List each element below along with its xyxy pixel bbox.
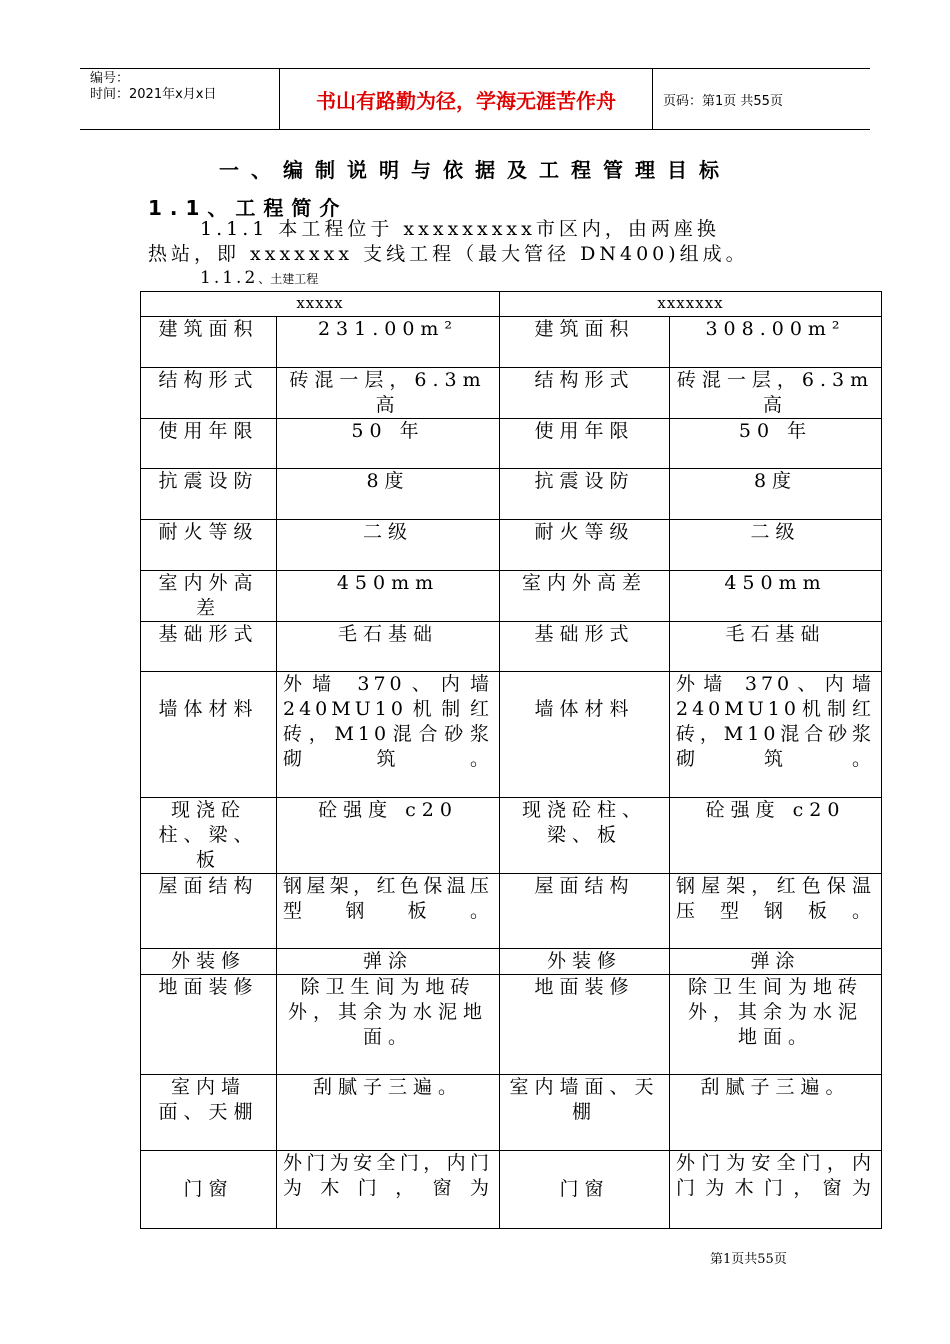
row-label: 结构形式 (141, 368, 277, 419)
row-label: 室内外高差 (141, 571, 277, 622)
row-value: 8度 (277, 469, 500, 520)
document-title: 一、编制说明与依据及工程管理目标 (219, 158, 731, 182)
row-label: 使用年限 (500, 419, 670, 469)
row-label: 门窗 (141, 1151, 277, 1229)
table-row (141, 798, 882, 874)
row-value: 外门为安全门，内门为木门，窗为 (670, 1151, 882, 1229)
row-label: 墙体材料 (141, 672, 277, 798)
row-value: 毛石基础 (670, 622, 882, 672)
row-label: 结构形式 (500, 368, 670, 419)
intro-line-2: 热站，即 xxxxxxx 支线工程（最大管径 DN400)组成。 (148, 243, 749, 265)
row-label: 现浇砼柱、梁、板 (500, 798, 670, 874)
row-value: 砖混一层，6.3m高 (277, 368, 500, 419)
row-label: 基础形式 (141, 622, 277, 672)
table-row (141, 1075, 882, 1151)
row-value: 砼强度 c20 (277, 798, 500, 874)
row-value: 弹涂 (277, 949, 500, 975)
row-label: 外装修 (500, 949, 670, 975)
row-label: 建筑面积 (500, 317, 670, 368)
row-value: 8度 (670, 469, 882, 520)
row-value: 二级 (670, 520, 882, 571)
row-value: 钢屋架，红色保温压型钢板。 (670, 874, 882, 949)
column-header: xxxxxxx (500, 292, 882, 317)
table-row (141, 622, 882, 672)
subsection-heading (200, 268, 318, 288)
intro-line-1: 1.1.1 本工程位于 xxxxxxxxx市区内，由两座换 (200, 218, 720, 240)
table-row (141, 419, 882, 469)
row-value: 除卫生间为地砖外，其余为水泥地面。 (670, 975, 882, 1075)
row-value: 弹涂 (670, 949, 882, 975)
row-value: 二级 (277, 520, 500, 571)
row-value: 308.00m² (670, 317, 882, 368)
row-value: 50 年 (670, 419, 882, 469)
table-row (141, 317, 882, 368)
row-label: 基础形式 (500, 622, 670, 672)
row-label: 屋面结构 (141, 874, 277, 949)
subsection-title: 、土建工程 (258, 272, 319, 286)
row-label: 耐火等级 (141, 520, 277, 571)
header-motto: 书山有路勤为径，学海无涯苦作舟 (280, 69, 653, 129)
row-value: 钢屋架，红色保温压型钢板。 (277, 874, 500, 949)
row-value: 除卫生间为地砖外，其余为水泥地面。 (277, 975, 500, 1075)
header-page-code: 页码：第1页 共55页 (663, 93, 783, 109)
row-value: 450mm (670, 571, 882, 622)
row-value: 刮腻子三遍。 (277, 1075, 500, 1151)
row-label: 门窗 (500, 1151, 670, 1229)
row-label: 屋面结构 (500, 874, 670, 949)
row-label: 抗震设防 (141, 469, 277, 520)
row-label: 室内墙面、天棚 (141, 1075, 277, 1151)
row-value: 砼强度 c20 (670, 798, 882, 874)
table-row (141, 520, 882, 571)
page-footer: 第1页共55页 (710, 1252, 787, 1267)
table-row (141, 368, 882, 419)
row-value: 50 年 (277, 419, 500, 469)
table-header-row (141, 292, 882, 317)
row-label: 地面装修 (500, 975, 670, 1075)
row-label: 外装修 (141, 949, 277, 975)
number-label: 编号： (90, 71, 130, 86)
row-label: 墙体材料 (500, 672, 670, 798)
row-label: 建筑面积 (141, 317, 277, 368)
row-value: 砖混一层，6.3m高 (670, 368, 882, 419)
row-label: 室内外高差 (500, 571, 670, 622)
row-value: 外墙 370、内墙 240MU10机制红砖，M10混合砂浆砌筑。 (670, 672, 882, 798)
intro-paragraph (148, 217, 808, 267)
table-row (141, 1151, 882, 1229)
table-row (141, 571, 882, 622)
row-value: 外墙 370、内墙 240MU10机制红砖，M10混合砂浆砌筑。 (277, 672, 500, 798)
page-header (80, 68, 870, 130)
row-label: 抗震设防 (500, 469, 670, 520)
row-label: 耐火等级 (500, 520, 670, 571)
time-label: 时间：2021年x月x日 (90, 87, 217, 102)
header-meta (80, 69, 280, 129)
subsection-number: 1.1.2 (200, 268, 259, 288)
row-value: 毛石基础 (277, 622, 500, 672)
table-row (141, 874, 882, 949)
row-value: 450mm (277, 571, 500, 622)
row-value: 刮腻子三遍。 (670, 1075, 882, 1151)
table-row (141, 975, 882, 1075)
section-heading: 1.1、工程简介 (148, 196, 348, 220)
row-label: 现浇砼柱、梁、板 (141, 798, 277, 874)
row-value: 外门为安全门，内门为木门，窗为 (277, 1151, 500, 1229)
table-row (141, 672, 882, 798)
row-value: 231.00m² (277, 317, 500, 368)
table-row (141, 949, 882, 975)
row-label: 地面装修 (141, 975, 277, 1075)
row-label: 室内墙面、天棚 (500, 1075, 670, 1151)
table-row (141, 469, 882, 520)
row-label: 使用年限 (141, 419, 277, 469)
column-header: xxxxx (141, 292, 500, 317)
civil-works-table (140, 291, 882, 1229)
